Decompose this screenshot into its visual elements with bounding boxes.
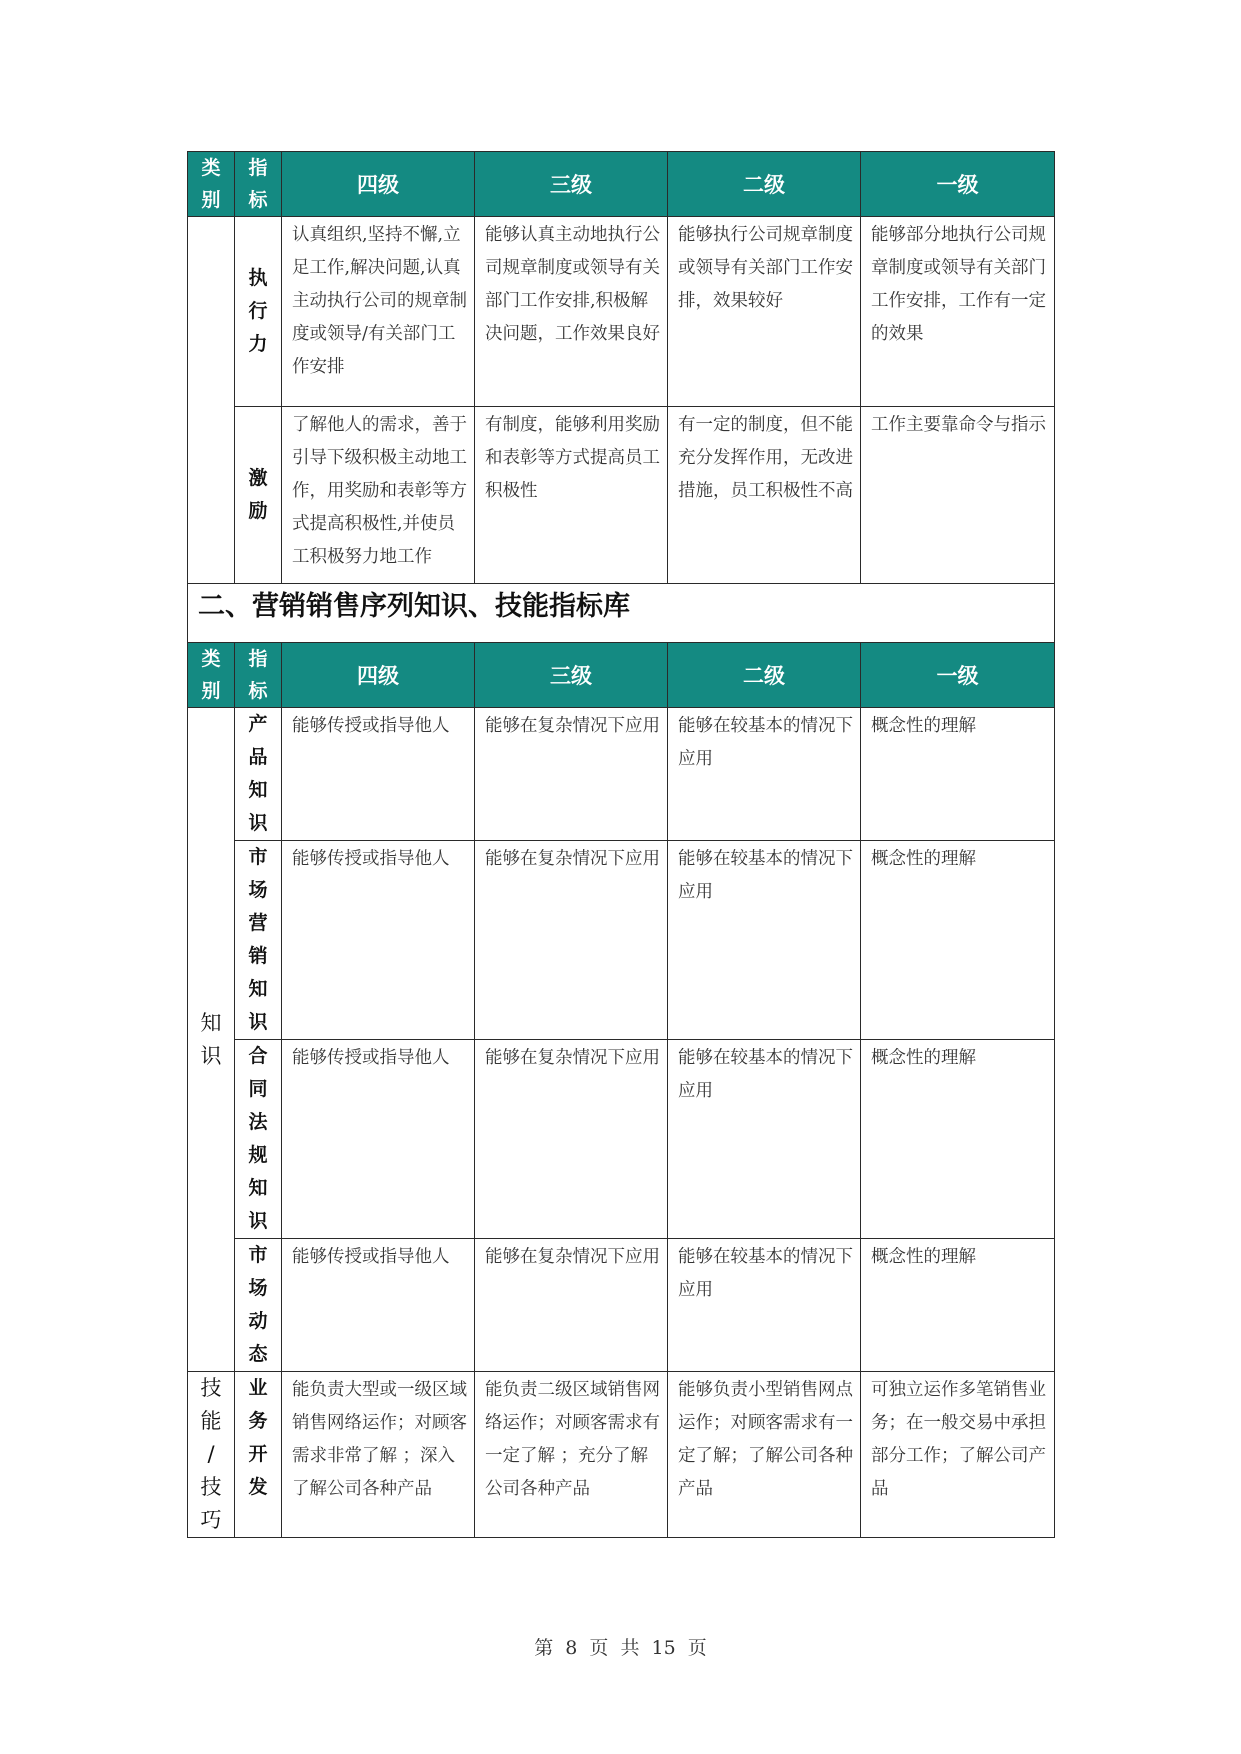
row-indicator-char: 发 bbox=[248, 1476, 268, 1498]
category-skill-char: 技 bbox=[200, 1475, 222, 1499]
level-description: 有一定的制度，但不能充分发挥作用，无改进措施，员工积极性不高 bbox=[668, 407, 861, 584]
row-indicator-char: 场 bbox=[248, 879, 268, 901]
level-description: 有制度，能够利用奖励和表彰等方式提高员工积极性 bbox=[475, 407, 668, 584]
level-description: 能负责二级区域销售网络运作；对顾客需求有一定了解 ；充分了解公司各种产品 bbox=[475, 1372, 668, 1538]
row-indicator-char: 执 bbox=[248, 267, 268, 289]
level-description: 能够在较基本的情况下应用 bbox=[668, 1239, 861, 1372]
level-description: 能够在复杂情况下应用 bbox=[475, 841, 668, 1040]
header-indicator bbox=[235, 152, 282, 217]
row-indicator-char: 激 bbox=[248, 467, 268, 489]
level-description: 概念性的理解 bbox=[861, 841, 1055, 1040]
level-description: 可独立运作多笔销售业务；在一般交易中承担部分工作；了解公司产品 bbox=[861, 1372, 1055, 1538]
row-indicator bbox=[235, 1040, 282, 1239]
category-skill-char: / bbox=[207, 1442, 215, 1466]
level-description: 认真组织,坚持不懈,立足工作,解决问题,认真主动执行公司的规章制度或领导/有关部门工作安排 bbox=[282, 217, 475, 407]
header-indicator-char: 标 bbox=[248, 189, 268, 211]
row-indicator-char: 知 bbox=[248, 978, 268, 1000]
row-indicator-char: 市 bbox=[248, 1244, 268, 1266]
level-description: 能够认真主动地执行公司规章制度或领导有关部门工作安排,积极解决问题，工作效果良好 bbox=[475, 217, 668, 407]
level-description: 能够在复杂情况下应用 bbox=[475, 708, 668, 841]
row-indicator bbox=[235, 1239, 282, 1372]
table-header-row bbox=[188, 643, 1055, 708]
category-skill-char: 技 bbox=[200, 1376, 222, 1400]
level-description: 能够传授或指导他人 bbox=[282, 1239, 475, 1372]
row-indicator-char: 品 bbox=[248, 746, 268, 768]
level-description: 能够在较基本的情况下应用 bbox=[668, 1040, 861, 1239]
row-indicator-char: 励 bbox=[248, 500, 268, 522]
page-footer: 第 8 页 共 15 页 bbox=[534, 1637, 707, 1659]
row-indicator bbox=[235, 708, 282, 841]
level-description: 能够执行公司规章制度或领导有关部门工作安排，效果较好 bbox=[668, 217, 861, 407]
category-skill-char: 能 bbox=[200, 1409, 222, 1433]
row-indicator-char: 场 bbox=[248, 1277, 268, 1299]
category-cell-empty bbox=[188, 217, 235, 584]
row-indicator bbox=[235, 407, 282, 584]
header-category bbox=[188, 152, 235, 217]
header-level: 三级 bbox=[475, 152, 668, 217]
table-row bbox=[188, 708, 1055, 841]
table-row bbox=[188, 841, 1055, 1040]
row-indicator bbox=[235, 1372, 282, 1538]
header-category-char: 别 bbox=[201, 189, 221, 211]
row-indicator-char: 识 bbox=[248, 1210, 268, 1232]
header-category-char: 类 bbox=[201, 157, 221, 179]
level-description: 能够在较基本的情况下应用 bbox=[668, 841, 861, 1040]
header-level: 一级 bbox=[861, 643, 1055, 708]
header-category-char: 别 bbox=[201, 680, 221, 702]
table-row bbox=[188, 1040, 1055, 1239]
level-description: 能够传授或指导他人 bbox=[282, 1040, 475, 1239]
level-description: 能够在较基本的情况下应用 bbox=[668, 708, 861, 841]
table-row bbox=[188, 1372, 1055, 1538]
row-indicator-char: 知 bbox=[248, 1177, 268, 1199]
level-description: 能够传授或指导他人 bbox=[282, 708, 475, 841]
section-title: 二、营销销售序列知识、技能指标库 bbox=[188, 584, 1055, 643]
row-indicator-char: 业 bbox=[248, 1377, 268, 1399]
row-indicator-char: 识 bbox=[248, 812, 268, 834]
header-indicator-char: 标 bbox=[248, 680, 268, 702]
header-level: 一级 bbox=[861, 152, 1055, 217]
level-description: 能够传授或指导他人 bbox=[282, 841, 475, 1040]
row-indicator bbox=[235, 217, 282, 407]
level-description: 概念性的理解 bbox=[861, 708, 1055, 841]
header-level: 二级 bbox=[668, 643, 861, 708]
row-indicator-char: 产 bbox=[248, 713, 268, 735]
row-indicator-char: 识 bbox=[248, 1011, 268, 1033]
row-indicator-char: 态 bbox=[248, 1343, 268, 1365]
row-indicator-char: 行 bbox=[248, 300, 268, 322]
category-skill-char: 巧 bbox=[200, 1508, 222, 1532]
row-indicator-char: 力 bbox=[248, 333, 268, 355]
level-description: 能够负责小型销售网点运作；对顾客需求有一定了解；了解公司各种产品 bbox=[668, 1372, 861, 1538]
header-level: 二级 bbox=[668, 152, 861, 217]
row-indicator-char: 规 bbox=[248, 1144, 268, 1166]
row-indicator-char: 营 bbox=[248, 912, 268, 934]
level-description: 能够在复杂情况下应用 bbox=[475, 1040, 668, 1239]
table-header-row bbox=[188, 152, 1055, 217]
level-description: 概念性的理解 bbox=[861, 1040, 1055, 1239]
indicator-table bbox=[187, 151, 1055, 1538]
row-indicator-char: 务 bbox=[248, 1410, 268, 1432]
header-level: 四级 bbox=[282, 152, 475, 217]
category-knowledge-char: 识 bbox=[200, 1043, 222, 1068]
level-description: 能够在复杂情况下应用 bbox=[475, 1239, 668, 1372]
header-indicator-char: 指 bbox=[248, 648, 268, 670]
level-description: 能负责大型或一级区域销售网络运作；对顾客需求非常了解 ；深入了解公司各种产品 bbox=[282, 1372, 475, 1538]
row-indicator bbox=[235, 841, 282, 1040]
row-indicator-char: 销 bbox=[248, 945, 268, 967]
header-indicator bbox=[235, 643, 282, 708]
category-knowledge bbox=[188, 708, 235, 1372]
level-description: 能够部分地执行公司规章制度或领导有关部门工作安排，工作有一定的效果 bbox=[861, 217, 1055, 407]
header-indicator-char: 指 bbox=[248, 157, 268, 179]
row-indicator-char: 同 bbox=[248, 1078, 268, 1100]
level-description: 概念性的理解 bbox=[861, 1239, 1055, 1372]
row-indicator-char: 合 bbox=[248, 1045, 268, 1067]
row-indicator-char: 市 bbox=[248, 846, 268, 868]
header-level: 三级 bbox=[475, 643, 668, 708]
section-row bbox=[188, 584, 1055, 643]
category-skill bbox=[188, 1372, 235, 1538]
header-category-char: 类 bbox=[201, 648, 221, 670]
row-indicator-char: 法 bbox=[248, 1111, 268, 1133]
row-indicator-char: 知 bbox=[248, 779, 268, 801]
header-category bbox=[188, 643, 235, 708]
table-row bbox=[188, 1239, 1055, 1372]
row-indicator-char: 动 bbox=[248, 1310, 268, 1332]
table-row bbox=[188, 407, 1055, 584]
category-knowledge-char: 知 bbox=[200, 1010, 222, 1035]
table-row bbox=[188, 217, 1055, 407]
header-level: 四级 bbox=[282, 643, 475, 708]
level-description: 了解他人的需求，善于引导下级积极主动地工作，用奖励和表彰等方式提高积极性,并使员工积极努力地工作 bbox=[282, 407, 475, 584]
row-indicator-char: 开 bbox=[248, 1443, 268, 1465]
level-description: 工作主要靠命令与指示 bbox=[861, 407, 1055, 584]
